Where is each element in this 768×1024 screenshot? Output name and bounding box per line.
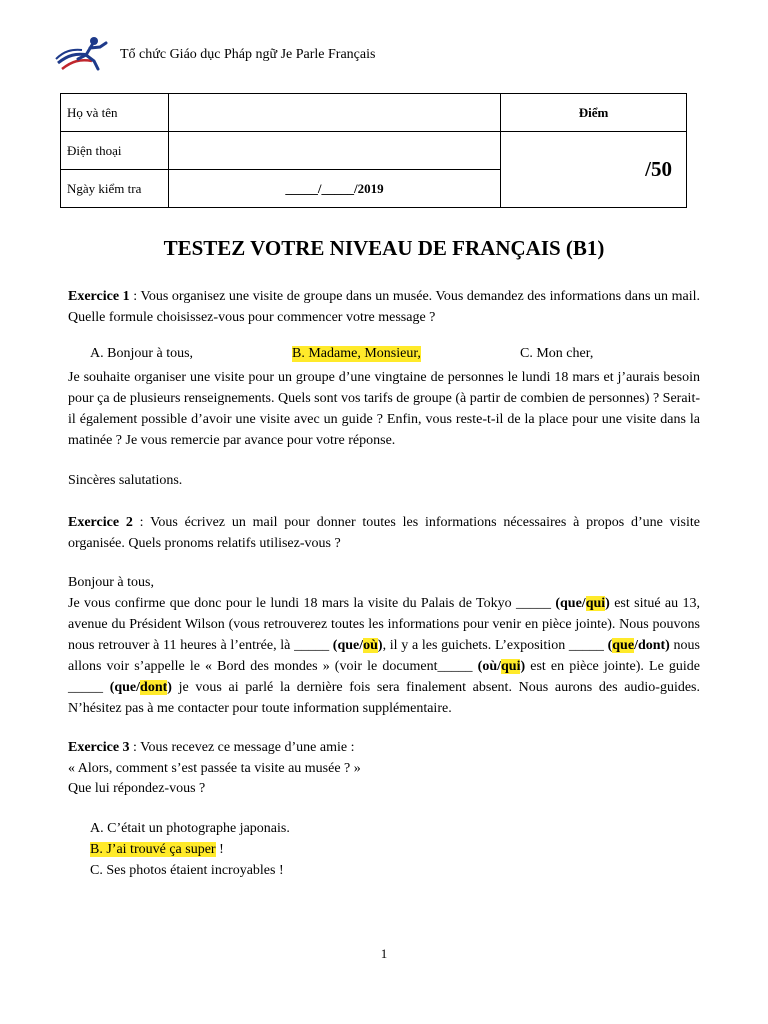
choice-2-answer: où [363,638,378,653]
exercise-2-greeting: Bonjour à tous, [68,575,154,590]
exercise-3-text: : Vous recevez ce message d’une amie : [129,740,355,755]
name-label: Họ và tên [61,94,169,132]
exercise-2-text: : Vous écrivez un mail pour donner toutes les informations nécessaires à propos d’une visite organisée. Quels pronoms relatifs utilisez-vous ? [68,515,700,551]
date-label: Ngày kiểm tra [61,170,169,208]
exercise-2-label: Exercice 2 [68,515,133,530]
score-value: /50 [501,132,687,208]
organization-name: Tổ chức Giáo dục Pháp ngữ Je Parle Français [120,47,376,62]
choice-4-answer: qui [501,659,521,674]
exercise-2-text-4: nous allons voir s’appelle le « Bord des mondes » (voir le document_____ [68,638,700,674]
choice-4: (où/qui) [477,659,526,674]
exercise-2-text-2: est situé au 13, avenue du Président Wilson (vous retrouverez toutes les informations pour venir en pièce jointe). Nous pouvons nous retrouver à 11 heures à l’entrée, là _____ [68,596,700,653]
choice-2: (que/où) [332,638,383,653]
student-info-table [60,93,687,208]
exercise-3-prompt [68,737,700,758]
choice-3-answer: que [612,638,635,653]
exercise-1-option-a[interactable]: A. Bonjour à tous, [90,346,194,361]
choice-3: (que/dont) [607,638,670,653]
runner-logo-icon [54,33,110,73]
exercise-2-prompt [68,512,700,554]
choice-1-answer: qui [585,596,606,611]
exercise-2-text-5: est en pièce jointe). Le guide _____ [68,659,700,695]
exercise-1-option-b[interactable]: B. Madame, Monsieur, [292,346,421,361]
exercise-2-text-3: , il y a les guichets. L’exposition _____ [382,638,608,653]
choice-5-answer: dont [140,680,168,695]
exercise-3-question: Que lui répondez-vous ? [68,781,206,796]
page-title: TESTEZ VOTRE NIVEAU DE FRANÇAIS (B1) [163,236,605,260]
choice-1: (que/qui) [555,596,610,611]
exercise-2-text-1: Je vous confirme que donc pour le lundi 18 mars la visite du Palais de Tokyo _____ [68,596,556,611]
exercise-2-text-6: je vous ai parlé la dernière fois sera finalement absent. Nous aurons des audio-guides. N’hésitez pas à me contacter pour toute information supplémentaire. [68,680,701,716]
date-field: _____/_____/2019 [169,170,501,208]
exercise-2-body [68,593,700,719]
exercise-1-prompt [68,286,700,328]
choice-5: (que/dont) [109,680,172,695]
exercise-1-option-c[interactable]: C. Mon cher, [520,346,594,361]
exercise-3-option-b-text: B. J’ai trouvé ça super [90,842,216,857]
exercise-3-option-b-tail: ! [215,842,224,857]
exercise-1-label: Exercice 1 [68,289,130,304]
exercise-3-label: Exercice 3 [68,740,130,755]
exercise-1-options [90,346,650,367]
page-number: 1 [380,946,388,961]
phone-label: Điện thoại [61,132,169,170]
exercise-3-option-a[interactable]: A. C’était un photographe japonais. [90,821,290,836]
name-field[interactable] [169,94,501,132]
exercise-1-letter: Je souhaite organiser une visite pour un groupe d’une vingtaine de personnes le lundi 18 mars et j’aurais besoin pour ça de plusieurs renseignements. Quels sont vos tarifs de groupe (à partir de combien de personnes) ? Serait-il également possible d’avoir une visite avec un guide ? Enfin, vous reste-t-il de la place pour une visite dans la matinée ? Je vous remercie par avance pour votre réponse. [68,370,700,448]
phone-field[interactable] [169,132,501,170]
exercise-1-text: : Vous organisez une visite de groupe dans un musée. Vous demandez des informations dans un mail. Quelle formule choisissez-vous pour commencer votre message ? [68,289,701,325]
exercise-1-closing: Sincères salutations. [68,473,183,488]
exercise-3-option-b[interactable] [90,839,224,860]
score-label: Điểm [501,94,687,132]
exercise-3-option-c[interactable]: C. Ses photos étaient incroyables ! [90,863,284,878]
exercise-3-quote: « Alors, comment s’est passée ta visite au musée ? » [68,761,361,776]
